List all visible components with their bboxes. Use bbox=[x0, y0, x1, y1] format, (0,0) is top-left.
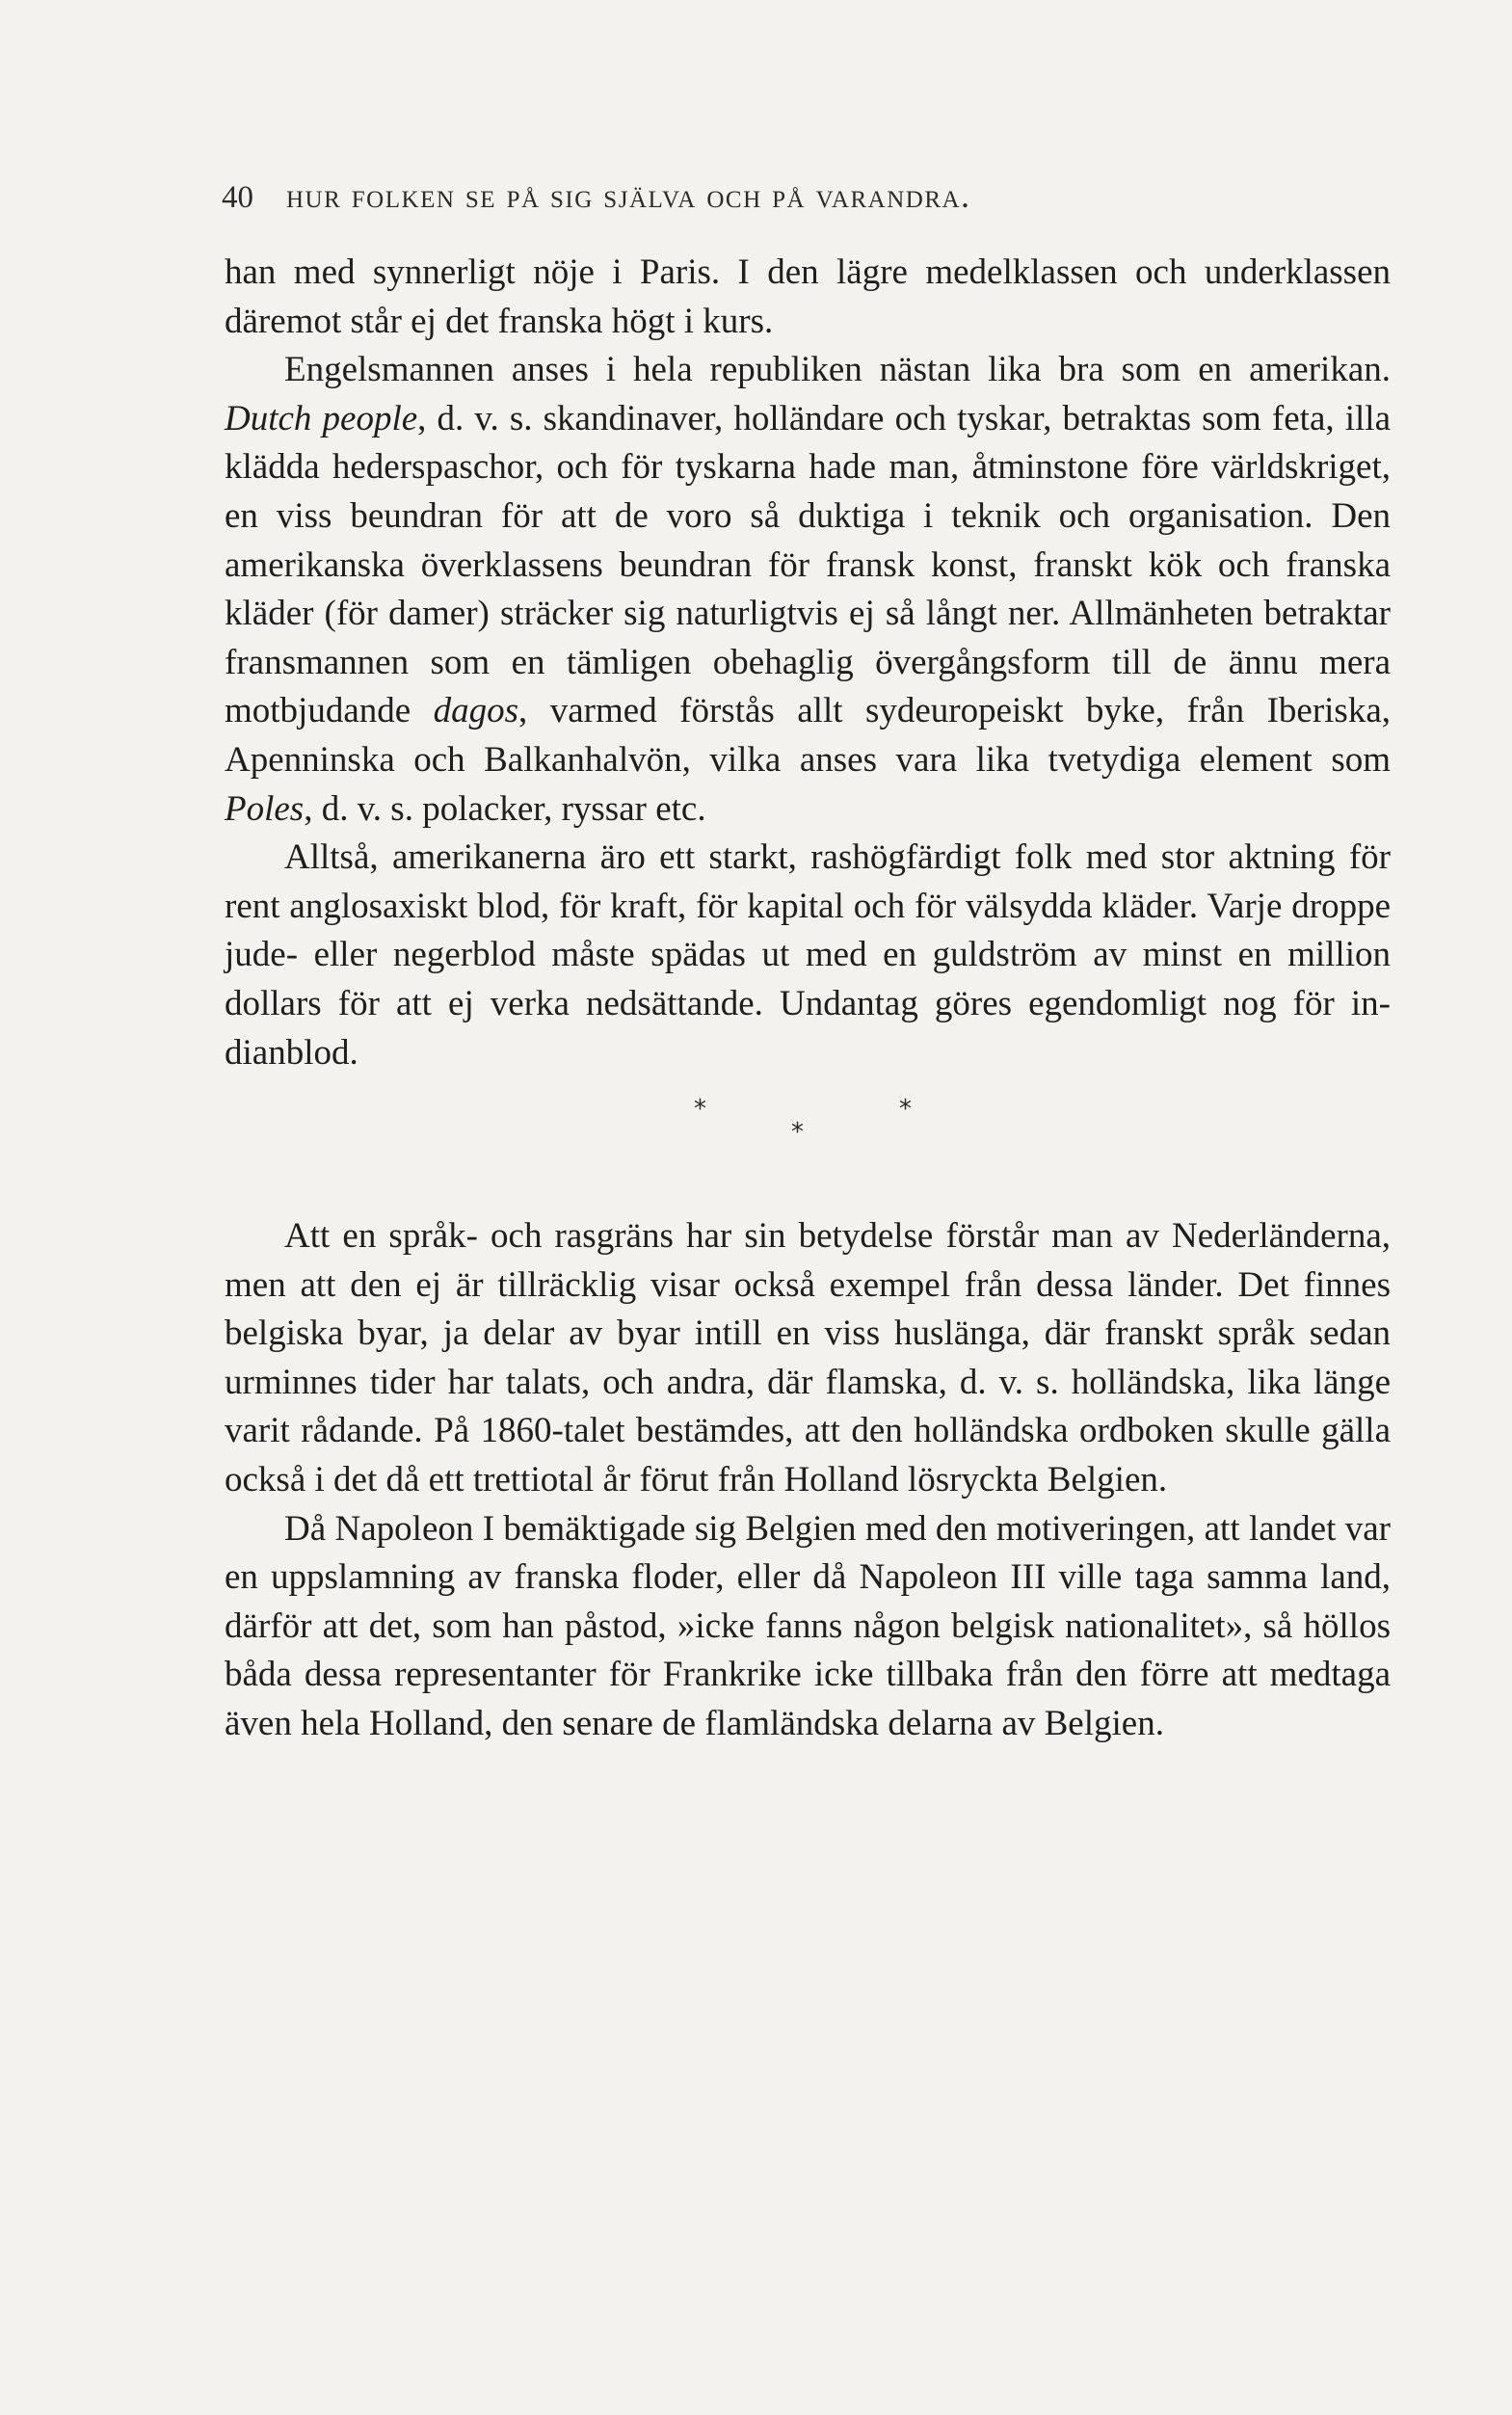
asterism-star: * bbox=[694, 1095, 706, 1125]
paragraph-2-text-c: , varmed förstås allt sydeuropeiskt byke, från Iberiska, Apenninska och Balkanhalvön, vilka anses vara lika tvetydiga element som bbox=[225, 691, 1391, 780]
italic-dagos: dagos bbox=[433, 691, 519, 731]
asterism-star: * bbox=[791, 1118, 804, 1148]
italic-dutch-people: Dutch people bbox=[225, 398, 418, 438]
section-break-asterism bbox=[225, 1077, 1391, 1212]
page-number: 40 bbox=[222, 180, 253, 215]
paragraph-5: Då Napoleon I bemäktigade sig Belgien med den motiveringen, att landet var en uppslamning av franska floder, eller då Napoleon III ville taga samma land, därför att det, som han påstod, »icke fanns någon belgisk nationalitet», så höllos båda dessa representanter för Frankrike icke tillbaka från den förre att medtaga även hela Holland, den senare de flamländska delarna av Belgien. bbox=[225, 1508, 1391, 1744]
running-head-title: hur folken se på sig själva och på varandra. bbox=[286, 176, 971, 215]
paragraph-2 bbox=[225, 346, 1391, 834]
running-head bbox=[222, 175, 1378, 216]
paragraph-2-text-b: , d. v. s. skandinaver, holländare och tyskar, betraktas som feta, illa klädda hederspaschor, och för tyskarna hade man, åtminstone före världskriget, en viss beundran för att de voro så duktiga i teknik och organisation. Den amerikanska överklassens beundran för fransk konst, franskt kök och franska kläder (för damer) sträcker sig naturligtvis ej så långt ner. Allmänheten betraktar fransmannen som en tämligen obehaglig övergångsform till de ännu mera motbjudande bbox=[225, 398, 1391, 731]
asterism-star: * bbox=[899, 1095, 912, 1125]
paragraph-3: Alltså, amerikanerna äro ett starkt, rashögfärdigt folk med stor aktning för rent anglosaxiskt blod, för kraft, för kapital och för välsydda kläder. Varje droppe jude- eller negerblod måste spädas ut med en guldström av minst en million dollars för att ej verka nedsättande. Undantag göres egendomligt nog för indianblod. bbox=[225, 837, 1391, 1073]
body-text bbox=[225, 249, 1391, 1749]
paragraph-4: Att en språk- och rasgräns har sin betydelse förstår man av Nederländerna, men att den ej är tillräcklig visar också exempel från dessa länder. Det finnes belgiska byar, ja delar av byar intill en viss huslänga, där franskt språk sedan urminnes tider har talats, och andra, där flamska, d. v. s. holländska, lika länge varit rådande. På 1860-talet bestämdes, att den holländska ordboken skulle gälla också i det då ett trettiotal år förut från Holland lösryckta Belgien. bbox=[225, 1216, 1391, 1500]
paragraph-2-text-d: , d. v. s. polacker, ryssar etc. bbox=[304, 788, 706, 829]
paragraph-1: han med synnerligt nöje i Paris. I den lägre medelklassen och underklassen däremot står ej det franska högt i kurs. bbox=[225, 252, 1391, 341]
italic-poles: Poles bbox=[225, 788, 305, 829]
paragraph-2-text-a: Engelsmannen anses i hela republiken nästan lika bra som en amerikan. bbox=[284, 350, 1391, 390]
